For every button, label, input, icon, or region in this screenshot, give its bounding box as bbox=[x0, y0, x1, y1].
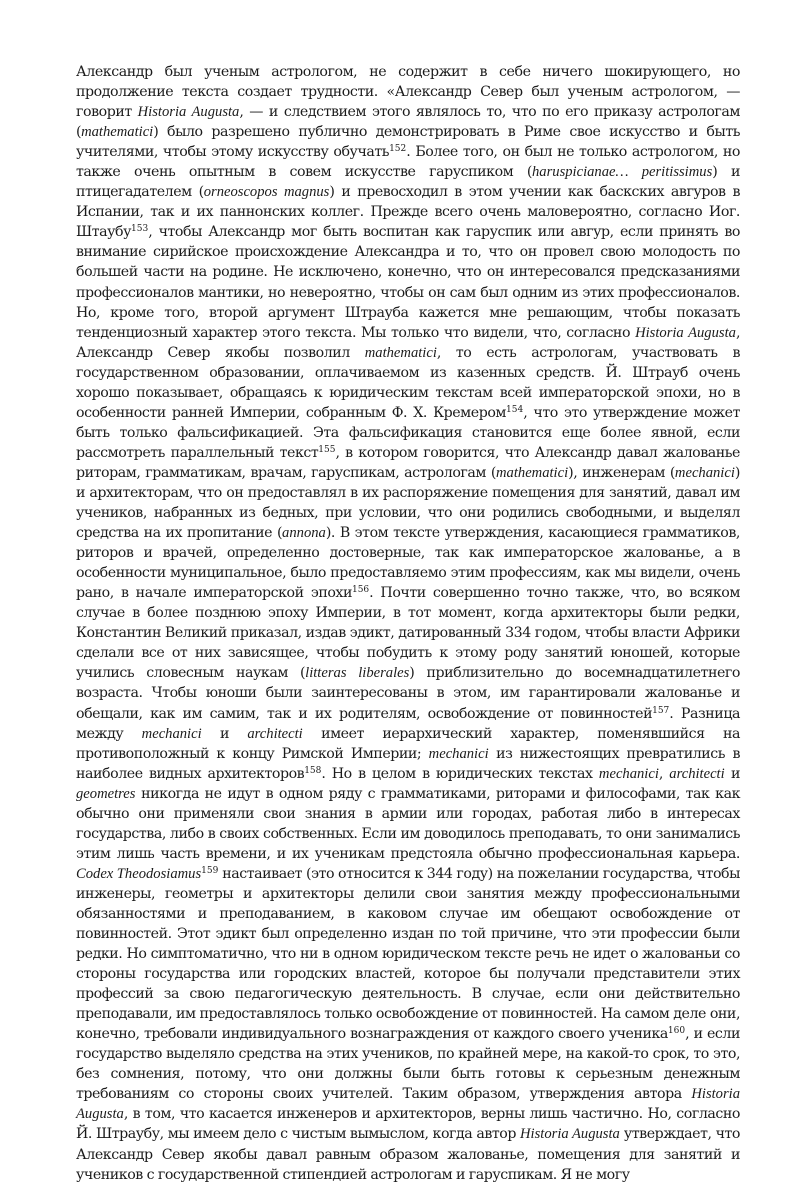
italic-term: architecti bbox=[247, 725, 303, 742]
footnote-ref: 153 bbox=[131, 224, 149, 235]
text-run: ). В этом тексте утверждения, касающиеся грамматиков, риторов и врачей, определенно достоверные, так как императорское жалованье, а в особенности муниципальное, было предоставляемо этим профессиям, как мы видели, очень рано, в начале императорской эпохи bbox=[76, 525, 740, 602]
text-run: , bbox=[658, 765, 670, 782]
italic-term: mathematici bbox=[364, 344, 437, 361]
italic-term: mechanici bbox=[674, 464, 735, 481]
text-run: имеет иерархический характер, поменявшийся на противоположный к концу Римской Империи; bbox=[76, 725, 741, 762]
italic-term: mechanici bbox=[598, 765, 659, 782]
italic-term: mechanici bbox=[428, 745, 489, 762]
text-run: . Почти совершенно точно также, что, во всяком случае в более позднюю эпоху Империи, в тот момент, когда архитекторы были редки, Константин Великий приказал, издав эдикт, датированный 334 годом, чтобы власти Африки сделали все от них зависящее, чтобы побудить к этому роду занятий юношей, которые учились словесным наукам ( bbox=[76, 585, 740, 682]
text-run: , чтобы Александр мог быть воспитан как гаруспик или авгур, если принять во внимание сирийское происхождение Александра и то, что он провел свою молодость по большей части на родине. Не исключено, конечно, что он интересовался предсказаниями профессионалов мантики, но невероятно, чтобы он сам был одним из этих профессионалов. Но, кроме того, второй аргумент Штрауба кажется мне решающим, чтобы показать тенденциозный характер этого текста. Мы только что видели, что, согласно bbox=[76, 224, 740, 341]
italic-term: mechanici bbox=[141, 725, 202, 742]
italic-term: geometres bbox=[76, 785, 136, 802]
footnote-ref: 158 bbox=[304, 765, 322, 776]
text-run: Александр был ученым астрологом, не содержит в себе ничего шокирующего, но продолжение текста создает трудности. «Александр Север был ученым астрологом, — говорит bbox=[76, 64, 740, 121]
text-run: и bbox=[724, 765, 740, 782]
footnote-ref: 155 bbox=[318, 444, 336, 455]
text-run: , что это утверждение может быть только фальсификацией. Эта фальсификация становится еще более явной, если рассмотреть параллельный текст bbox=[76, 404, 740, 461]
text-run: . Но в целом в юридических текстах bbox=[321, 765, 599, 782]
text-run: , в котором говорится, что Александр давал жалованье риторам, грамматикам, врачам, гаруспикам, астрологам ( bbox=[76, 444, 741, 481]
text-run: ) было разрешено публично демонстрировать в Риме свое искусство и быть учителями, чтобы этому искусству обучать bbox=[76, 124, 740, 161]
text-run: , Александр Север якобы позволил bbox=[76, 324, 740, 361]
italic-term: architecti bbox=[669, 765, 725, 782]
text-run: из нижестоящих превратились в наиболее видных архитекторов bbox=[76, 745, 740, 782]
footnote-ref: 156 bbox=[351, 585, 370, 596]
text-run: утверждает, что Александр Север якобы давал равным образом жалованье, помещения для занятий и учеников с государственной стипендией астрологам и гаруспикам. Я не могу bbox=[76, 1126, 740, 1183]
italic-term: Historia Augusta bbox=[76, 1086, 740, 1123]
text-run: ) и архитекторам, что он предоставлял в их распоряжение помещения для занятий, давал им учеников, набранных из бедных, при условии, что они родились свободными, и выделял средства на их пропитание ( bbox=[76, 464, 740, 542]
italic-term: mathematici bbox=[81, 124, 154, 141]
footnote-ref: 159 bbox=[201, 865, 219, 876]
italic-term: litteras liberales bbox=[305, 665, 410, 682]
text-run: , в том, что касается инженеров и архитекторов, верны лишь частично. Но, согласно Й. Штраубу, мы имеем дело с чистым вымыслом, когда автор bbox=[76, 1106, 740, 1143]
document-page bbox=[76, 62, 740, 1185]
text-run: . Разница между bbox=[76, 705, 740, 742]
text-run: . Более того, он был не только астрологом, но также очень опытным в совем искусстве гаруспиком ( bbox=[76, 144, 740, 181]
text-run: , — и следствием этого являлось то, что по его приказу астрологам ( bbox=[76, 104, 740, 141]
italic-term: Historia Augusta bbox=[137, 104, 240, 121]
text-run: ) и птицегадателем ( bbox=[76, 164, 741, 201]
italic-term: Historia Augusta bbox=[520, 1126, 620, 1143]
italic-term: Codex Theodosiamus bbox=[76, 865, 202, 882]
text-run: ), инженерам ( bbox=[568, 464, 675, 481]
italic-term: orneoscopos magnus bbox=[203, 184, 330, 201]
italic-term: mathematici bbox=[496, 464, 569, 481]
text-run: и bbox=[201, 725, 248, 742]
footnote-ref: 160 bbox=[667, 1026, 686, 1037]
italic-term: Historia Augusta bbox=[635, 324, 736, 341]
text-run: никогда не идут в одном ряду с грамматиками, риторами и философами, так как обычно они применяли свои знания в армии или городах, работая либо в интересах государства, либо в своих собственных. Если им доводилось преподавать, то они занимались этим лишь часть времени, и их ученикам предстояла обычно профессиональная карьера. bbox=[76, 785, 740, 862]
italic-term: annona bbox=[282, 525, 326, 542]
footnote-ref: 154 bbox=[506, 404, 524, 415]
text-run: , и если государство выделяло средства на этих учеников, по крайней мере, на какой-то срок, то это, без сомнения, потому, что они должны были быть готовы к серьезным денежным требованиям со стороны своих учителей. Таким образом, утверждения автора bbox=[76, 1026, 740, 1103]
text-run: , то есть астрологам, участвовать в государственном образовании, оплачиваемом из казенных средств. Й. Штрауб очень хорошо показывает, обращаясь к юридическим текстам всей императорской эпохи, но в особенности ранней Империи, собранным Ф. Х. Кремером bbox=[76, 344, 740, 421]
italic-term: haruspicianae… peritissimus bbox=[532, 164, 713, 181]
footnote-ref: 152 bbox=[389, 144, 407, 155]
text-run: настаивает (это относится к 344 году) на пожелании государства, чтобы инженеры, геометры и архитекторы делили свои занятия между профессиональными обязанностями и преподаванием, в каковом случае им обещают освобождение от повинностей. Этот эдикт был определенно издан по той причине, что эти профессии были редки. Но симптоматично, что ни в одном юридическом тексте речь не идет о жалованьи со стороны государства или городских властей, которое бы получали представители этих профессий за свою педагогическую деятельность. В случае, если они действительно преподавали, им предоставлялось только освобождение от повинностей. На самом деле они, конечно, требовали индивидуального вознаграждения от каждого своего ученика bbox=[76, 865, 740, 1043]
body-paragraph bbox=[76, 62, 740, 1185]
text-run: ) приблизительно до восемнадцатилетнего возраста. Чтобы юноши были заинтересованы в этом, им гарантировали жалованье и обещали, как им самим, так и их родителям, освобождение от повинностей bbox=[76, 665, 740, 722]
footnote-ref: 157 bbox=[652, 705, 670, 716]
text-run: ) и превосходил в этом учении как баскских авгуров в Испании, так и их паннонских коллег. Прежде всего очень маловероятно, согласно Иог. Штаубу bbox=[76, 184, 740, 241]
